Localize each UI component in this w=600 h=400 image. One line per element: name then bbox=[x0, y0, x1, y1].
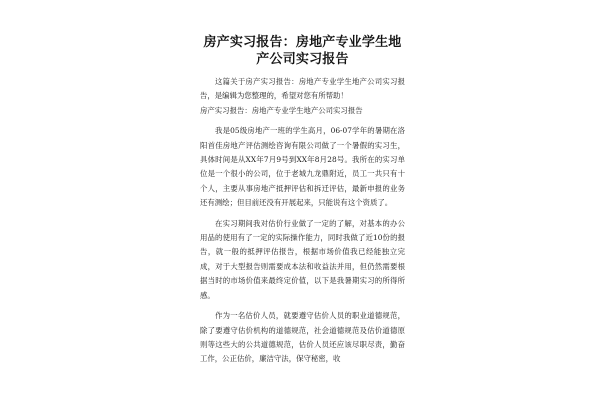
document-page bbox=[200, 34, 405, 367]
body-paragraph-3: 作为一名估价人员，就要遵守估价人员的职业道德规范，除了要遵守估价机构的道德规范，社会道德规范及估价道德原则等这些大的公共道德规范，估价人员还应该尽职尽责，勤奋工作，公正估价，廉洁守法，保守秘密，收 bbox=[200, 311, 405, 364]
document-title: 房产实习报告：房地产专业学生地产公司实习报告 bbox=[203, 35, 402, 67]
document-subtitle: 房产实习报告：房地产专业学生地产公司实习报告 bbox=[200, 105, 363, 115]
body-paragraph-1: 我是05级房地产一班的学生高月，06-07学年的暑期在洛阳首佳房地产评估测绘咨询有限公司做了一个暑假的实习生，具体时间是从XX年7月9号到XX年8月28号。我所在的实习单位是一个很小的公司，位于老城九龙鼎附近，员工一共只有十个人，主要从事房地产抵押评估和拆迁评估，最新申报的业务还有测绘；但目前还没有开展起来，只能说有这个资质了。 bbox=[200, 126, 405, 208]
body-paragraph-2: 在实习期间我对估价行业做了一定的了解，对基本的办公用品的使用有了一定的实际操作能力，同时我做了近10份的报告，就一般的抵押评估报告，根据市场价值我已经能独立完成，对于大型报告则需要成本法和收益法并用，但仍然需要根据当时的市场价值来最终定价值，以下是我暑期实习的所得所感。 bbox=[200, 218, 405, 300]
intro-paragraph: 这篇关于房产实习报告：房地产专业学生地产公司实习报告，是编辑为您整理的，希望对您有所帮助！ bbox=[200, 77, 405, 101]
